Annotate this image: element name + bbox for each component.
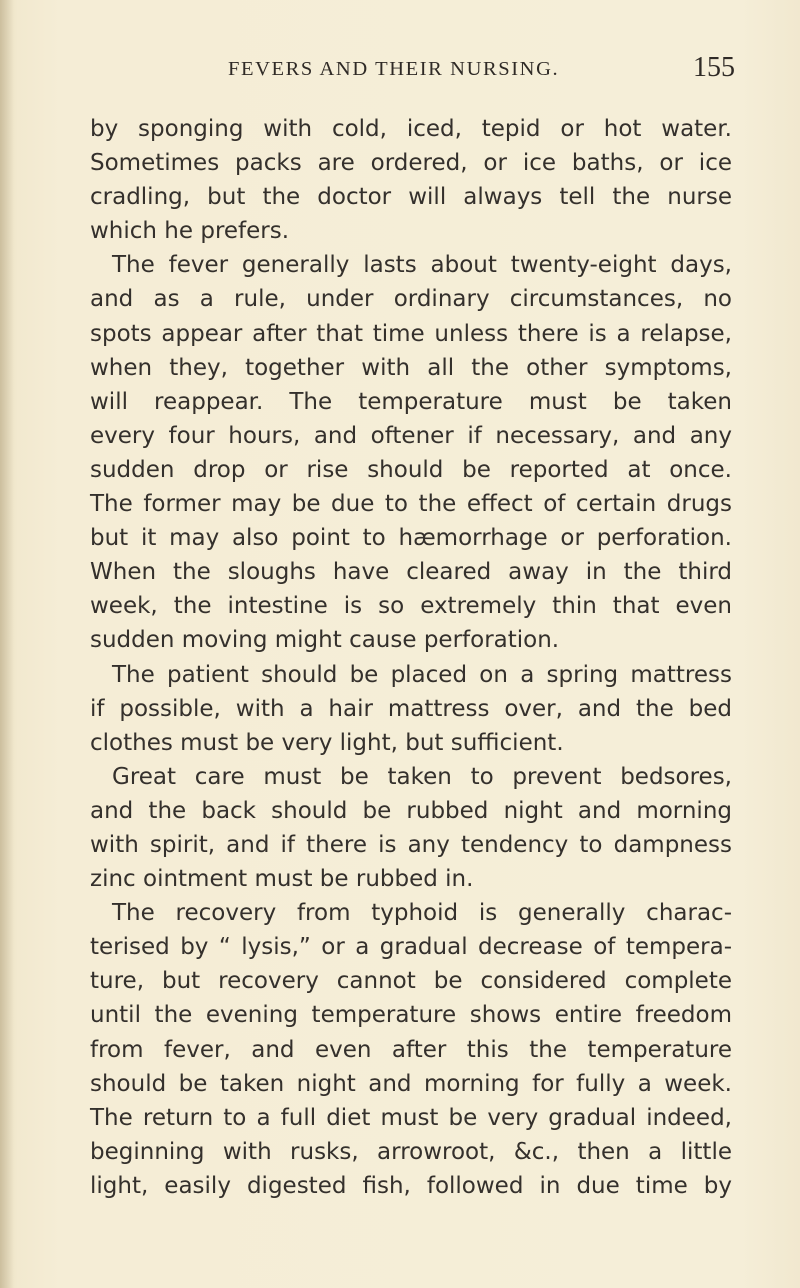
text-line: sudden drop or rise should be reported at once. xyxy=(90,456,732,483)
text-line: when they, together with all the other symptoms, xyxy=(90,354,732,381)
page-gutter-shadow xyxy=(0,0,14,1288)
text-line: beginning with rusks, arrowroot, &c., then a little xyxy=(90,1138,732,1165)
text-line: ture, but recovery cannot be considered complete xyxy=(90,968,732,995)
text-line: every four hours, and oftener if necessary, and any xyxy=(90,422,732,449)
text-line: light, easily digested fish, followed in due time by xyxy=(90,1172,732,1199)
text-line: sudden moving might cause perforation. xyxy=(90,627,560,654)
text-line: The patient should be placed on a spring mattress xyxy=(112,661,732,688)
text-line: and the back should be rubbed night and morning xyxy=(90,797,732,824)
text-line: and as a rule, under ordinary circumstances, no xyxy=(90,286,732,313)
text-line: by sponging with cold, iced, tepid or hot water. xyxy=(90,116,732,142)
page-number: 155 xyxy=(693,52,735,83)
text-line: clothes must be very light, but sufficient. xyxy=(90,729,564,756)
running-header: FEVERS AND THEIR NURSING. xyxy=(228,58,560,80)
text-line: Sometimes packs are ordered, or ice baths, or ice xyxy=(90,150,732,177)
text-line: Great care must be taken to prevent bedsores, xyxy=(112,763,732,790)
text-line: should be taken night and morning for fully a week. xyxy=(90,1070,732,1097)
text-line: The fever generally lasts about twenty-eight days, xyxy=(112,252,732,279)
text-line: week, the intestine is so extremely thin that even xyxy=(90,593,732,620)
text-line: will reappear. The temperature must be taken xyxy=(90,388,732,415)
text-line: which he prefers. xyxy=(90,218,290,245)
text-line: When the sloughs have cleared away in the third xyxy=(90,559,732,586)
body-text xyxy=(90,112,732,1203)
text-line: if possible, with a hair mattress over, and the bed xyxy=(90,695,732,722)
text-line: zinc ointment must be rubbed in. xyxy=(90,866,474,893)
text-line: The recovery from typhoid is generally charac- xyxy=(112,900,732,927)
text-line: from fever, and even after this the temperature xyxy=(90,1036,732,1063)
text-line: terised by “ lysis,” or a gradual decrease of tempera- xyxy=(90,934,732,961)
text-line: The former may be due to the effect of certain drugs xyxy=(90,491,732,518)
text-line: The return to a full diet must be very gradual indeed, xyxy=(90,1104,732,1131)
text-line: cradling, but the doctor will always tell the nurse xyxy=(90,184,732,211)
text-line: with spirit, and if there is any tendency to dampness xyxy=(90,831,732,858)
text-line: until the evening temperature shows entire freedom xyxy=(90,1002,732,1029)
text-line: spots appear after that time unless there is a relapse, xyxy=(90,320,732,347)
text-line: but it may also point to hæmorrhage or perforation. xyxy=(90,525,732,552)
